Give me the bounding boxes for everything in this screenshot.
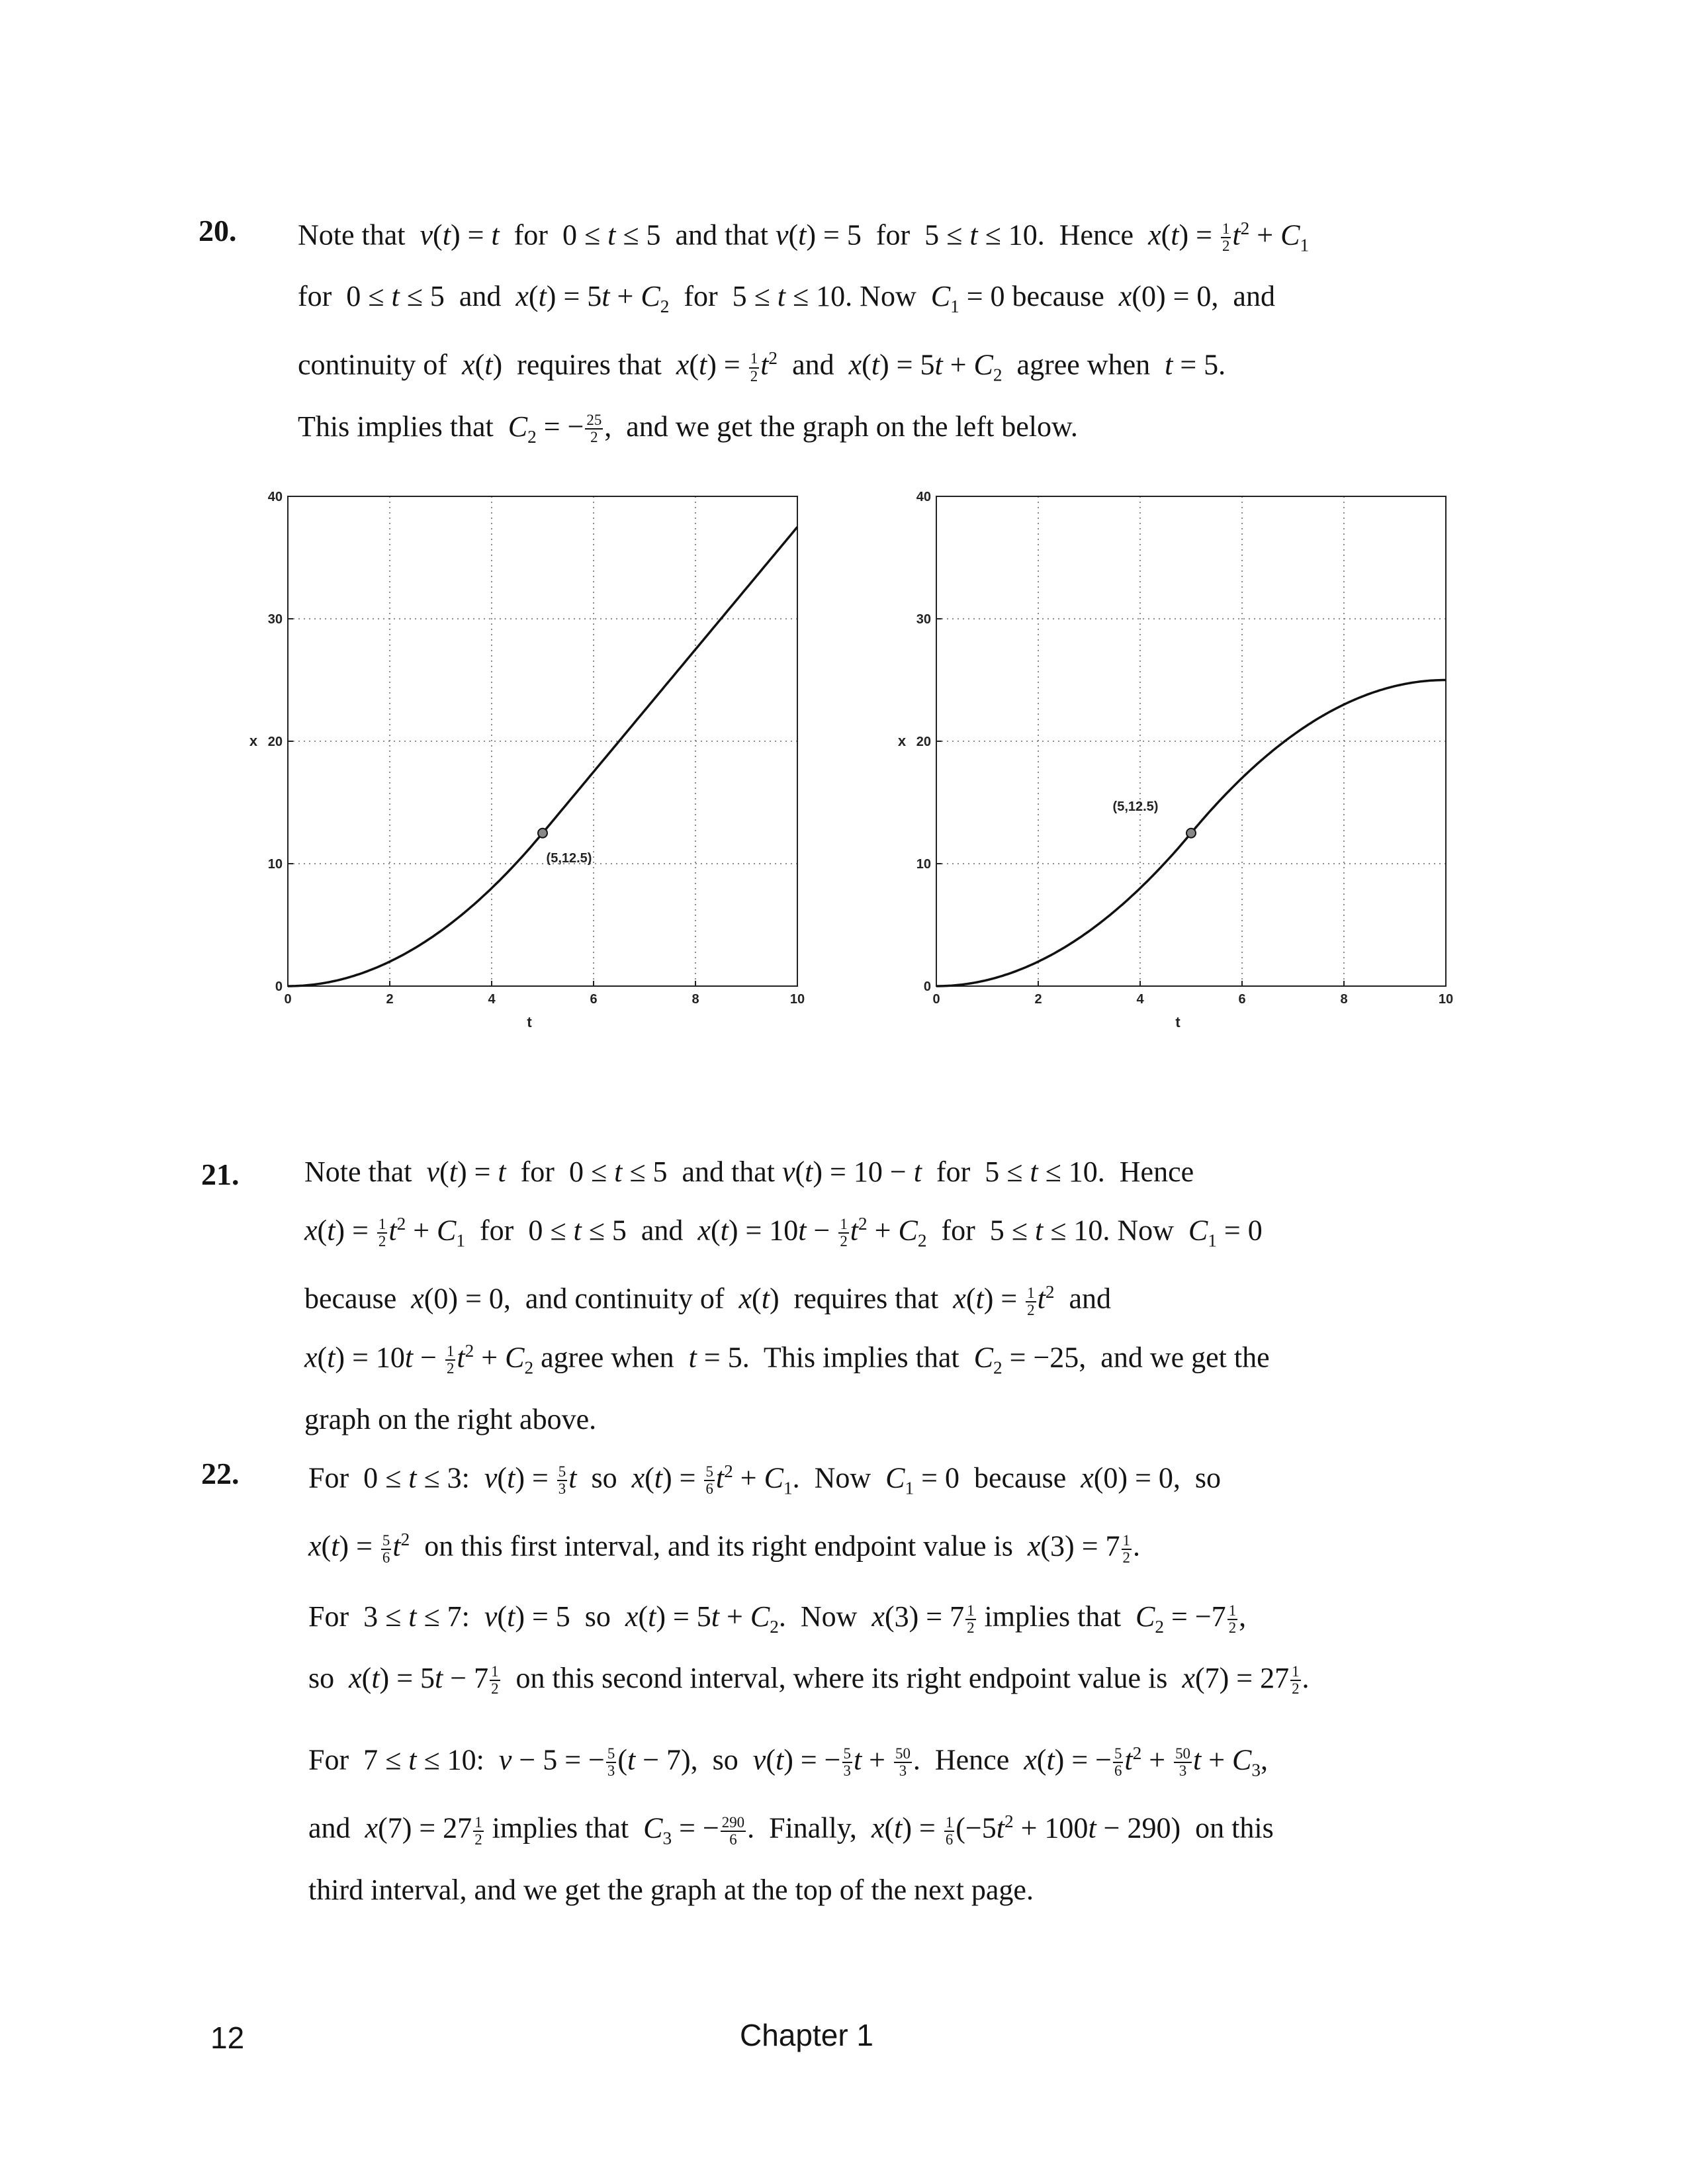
chart-1-xtick-label-10: 10 [1438, 992, 1454, 1007]
chart-0-xtick-label-10: 10 [789, 992, 805, 1007]
chart-1-ylabel: x [897, 733, 907, 749]
problem-20-line-4: This implies that $C_2$ = − $\frac{25}{2}$ , and we get the graph on the left below. [298, 410, 1078, 447]
problem-22-line-6: and x(7) = 27 $\frac{1}{2}$ implies that $C_3$ = − $\frac{290}{6}$ . Finally, x(t) = $\frac{1}{6}$ $(-5t^2 + 100t - 290)$ on this [308, 1811, 1274, 1848]
problem-21-line-4: x(t) = 10t − $\frac{1}{2}$ $t^2 + C_2$ agree when t = 5. This implies that $C_2 = -25$, and we get the [304, 1341, 1270, 1378]
chart-0-xlabel: t [527, 1014, 532, 1030]
problem-20-line-3: continuity of x(t) requires that x(t) = $\frac{1}{2}$ $t^2$ and $x(t) = 5t + C_2$ agree when t = 5. [298, 348, 1226, 385]
left-graph [238, 483, 821, 1052]
right-graph [887, 483, 1469, 1052]
problem-20-text [298, 203, 1489, 463]
chart-1-ytick-label-40: 40 [916, 490, 931, 504]
chapter-label: Chapter 1 [740, 2018, 874, 2052]
chart-1-annotation-label: (5,12.5) [1112, 799, 1159, 814]
chart-0-xtick-label-4: 4 [488, 992, 496, 1007]
chart-0-ytick-label-30: 30 [267, 612, 283, 627]
problem-21-number: 21. [201, 1158, 240, 1191]
problem-22-line-2: x(t) = $\frac{5}{6}$ $t^2$ on this first interval, and its right endpoint value is x(3) = 7 $\frac{1}{2}$ . [308, 1529, 1140, 1566]
chart-1-ytick-label-20: 20 [916, 735, 931, 749]
chart-1-ytick-label-30: 30 [916, 612, 931, 627]
problem-21-line-2: x(t) = $\frac{1}{2}$ $t^2 + C_1$ for 0 ≤ t ≤ 5 and x(t) = 10t − $\frac{1}{2}$ $t^2 + C_2$ for 5 ≤ t ≤ 10. Now $C_1 = 0$ [304, 1214, 1263, 1251]
problem-21-line-1: Note that v(t) = t for 0 ≤ t ≤ 5 and that v(t) = 10 − t for 5 ≤ t ≤ 10. Hence [304, 1156, 1194, 1188]
chart-0-series-line [288, 527, 797, 986]
left-graph-svg [238, 483, 821, 1052]
chart-1-xlabel: t [1175, 1014, 1181, 1030]
chart-0-ylabel: x [249, 733, 258, 749]
chart-0-xtick-label-0: 0 [284, 992, 292, 1007]
chart-1-xtick-label-2: 2 [1034, 992, 1042, 1007]
right-graph-svg [887, 483, 1469, 1052]
problem-21-line-3: because x(0) = 0, and continuity of x(t) requires that x(t) = $\frac{1}{2}$ $t^2$ and [304, 1282, 1112, 1318]
chart-0-ytick-label-0: 0 [275, 979, 283, 994]
chart-0-annotation-marker [538, 829, 547, 838]
chart-0-xtick-label-2: 2 [386, 992, 394, 1007]
problem-22-line-3: For 3 ≤ t ≤ 7: v(t) = 5 so $x(t) = 5t + C_2$. Now x(3) = 7 $\frac{1}{2}$ implies that $C_2 = -7$ $\frac{1}{2}$ , [308, 1600, 1247, 1637]
chart-1-annotation-marker [1186, 829, 1196, 838]
chart-1-xtick-label-4: 4 [1136, 992, 1144, 1007]
problem-20-line-2: for 0 ≤ t ≤ 5 and $x(t) = 5t + C_2$ for 5 ≤ t ≤ 10. Now $C_1 = 0$ because x(0) = 0, and [298, 280, 1275, 317]
page-number: 12 [210, 2021, 245, 2055]
problem-21-text [304, 1146, 1495, 1445]
chart-0-ytick-label-20: 20 [267, 735, 283, 749]
chart-0-ytick-label-40: 40 [267, 490, 283, 504]
chart-1-xtick-label-0: 0 [932, 992, 940, 1007]
problem-22-line-1: For 0 ≤ t ≤ 3: v(t) = $\frac{5}{3}$ t so x(t) = $\frac{5}{6}$ $t^2 + C_1$. Now $C_1 = 0$ because x(0) = 0, so [308, 1461, 1222, 1498]
problem-20-line-1: Note that v(t) = t for 0 ≤ t ≤ 5 and that v(t) = 5 for 5 ≤ t ≤ 10. Hence x(t) = $\frac{1}{2}$ $t^2 + C_1$ [298, 218, 1310, 255]
problem-22-para-3 [308, 1727, 1499, 1916]
chart-1-xtick-label-8: 8 [1340, 992, 1348, 1007]
problem-20-number: 20. [199, 214, 237, 248]
chart-1-ytick-label-0: 0 [923, 979, 931, 994]
chart-1-xtick-label-6: 6 [1238, 992, 1246, 1007]
chart-0-annotation-label: (5,12.5) [546, 850, 592, 866]
chart-0-xtick-label-8: 8 [691, 992, 699, 1007]
problem-22-number: 22. [201, 1457, 240, 1490]
chart-1-ytick-label-10: 10 [916, 857, 931, 872]
problem-22-line-7: third interval, and we get the graph at the top of the next page. [308, 1873, 1034, 1906]
problem-21-line-5: graph on the right above. [304, 1402, 597, 1435]
problem-22-para-2 [308, 1591, 1499, 1704]
problem-22-line-4: so x(t) = 5t − 7 $\frac{1}{2}$ on this second interval, where its right endpoint value is x(7) = 27 $\frac{1}{2}$ . [308, 1661, 1310, 1698]
problem-22-para-1 [308, 1445, 1499, 1572]
chart-0-ytick-label-10: 10 [267, 857, 283, 872]
problem-22-line-5: For 7 ≤ t ≤ 10: v − 5 = − $\frac{5}{3}$ (t − 7), so v(t) = − $\frac{5}{3}$ t + $\frac{50}{3}$ . Hence x(t) = − $\frac{5}{6}$ $t^2$ + $\frac{50}{3}$ $t + C_3$, [308, 1743, 1269, 1780]
chart-0-xtick-label-6: 6 [590, 992, 598, 1007]
